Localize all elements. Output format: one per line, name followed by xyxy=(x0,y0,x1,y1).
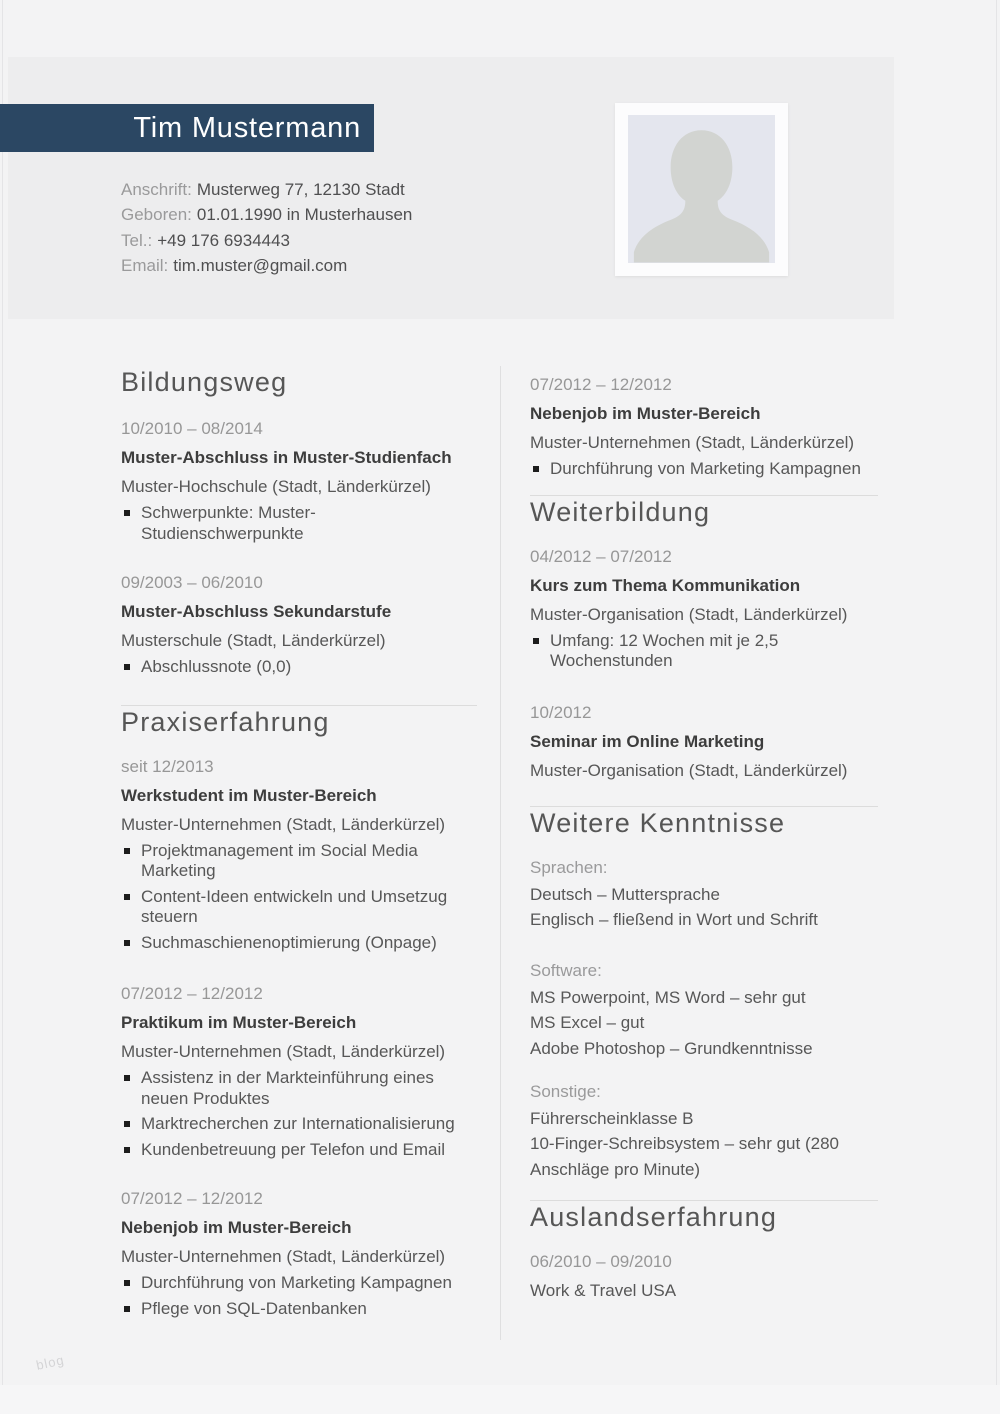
left-column xyxy=(121,366,477,1319)
bullet-list xyxy=(530,459,878,480)
skills-group-software xyxy=(530,960,878,1061)
bullet-item: Durchführung von Marketing Kampagnen xyxy=(530,459,878,480)
person-silhouette-icon xyxy=(628,115,775,263)
bullet-item: Pflege von SQL-Datenbanken xyxy=(121,1299,477,1320)
skills-line: Deutsch – Muttersprache xyxy=(530,884,720,904)
section-praxiserfahrung-continued xyxy=(530,374,878,480)
entry xyxy=(121,418,477,544)
skills-line: MS Excel – gut xyxy=(530,1013,645,1033)
contact-label: Tel.: xyxy=(121,230,153,250)
page-left-border xyxy=(2,0,3,1414)
bullet-list xyxy=(121,841,477,954)
bullet-item: Assistenz in der Markteinführung eines neuen Produktes xyxy=(121,1068,477,1109)
entry-org: Muster-Hochschule (Stadt, Länderkürzel) xyxy=(121,477,431,496)
section-heading: Praxiserfahrung xyxy=(121,706,330,737)
entry-title: Nebenjob im Muster-Bereich xyxy=(530,404,761,423)
bullet-list xyxy=(121,503,477,544)
skills-line: 10-Finger-Schreibsystem – sehr gut (280 Anschläge pro Minute) xyxy=(530,1134,839,1179)
entry-title: Nebenjob im Muster-Bereich xyxy=(121,1218,352,1237)
entry-date: 09/2003 – 06/2010 xyxy=(121,573,263,592)
entry-org: Musterschule (Stadt, Länderkürzel) xyxy=(121,631,386,650)
bullet-list xyxy=(121,1273,477,1319)
entry-title: Kurs zum Thema Kommunikation xyxy=(530,575,801,595)
bullet-item: Umfang: 12 Wochen mit je 2,5 Wochenstunden xyxy=(530,631,878,672)
contact-value: Musterweg 77, 12130 Stadt xyxy=(196,180,405,199)
contact-value: 01.01.1990 in Musterhausen xyxy=(196,205,413,225)
photo-frame xyxy=(615,103,788,276)
watermark-blog: blog xyxy=(34,1352,66,1373)
contact-label: Anschrift: xyxy=(121,180,192,199)
section-bildungsweg xyxy=(121,366,477,678)
section-heading: Auslandserfahrung xyxy=(530,1201,778,1232)
entry-date: 07/2012 – 12/2012 xyxy=(121,1189,263,1208)
skills-lines xyxy=(530,882,878,933)
skills-line: MS Powerpoint, MS Word – sehr gut xyxy=(530,988,806,1008)
entry-org: Muster-Unternehmen (Stadt, Länderkürzel) xyxy=(121,1247,446,1266)
contact-row-phone xyxy=(121,228,412,253)
entry xyxy=(530,374,878,480)
skills-group-sprachen xyxy=(530,857,878,933)
resume-name: Tim Mustermann xyxy=(133,112,361,144)
contact-row-address xyxy=(121,177,412,202)
section-weitere-kenntnisse xyxy=(530,807,878,1182)
bullet-list xyxy=(530,631,878,672)
section-weiterbildung xyxy=(530,496,878,782)
entry-org: Muster-Organisation (Stadt, Länderkürzel) xyxy=(530,604,848,624)
entry-date: seit 12/2013 xyxy=(121,756,214,776)
contact-label: Geboren: xyxy=(121,205,192,225)
bullet-item: Suchmaschienenoptimierung (Onpage) xyxy=(121,933,477,954)
skills-lines xyxy=(530,985,878,1061)
bullet-item: Content-Ideen entwickeln und Umsetzug steuern xyxy=(121,887,477,928)
entry-org: Muster-Unternehmen (Stadt, Länderkürzel) xyxy=(530,433,855,452)
section-praxiserfahrung xyxy=(121,706,477,1320)
contact-row-email xyxy=(121,253,412,278)
skills-line: Englisch – fließend in Wort und Schrift xyxy=(530,909,818,929)
contact-label: Email: xyxy=(121,256,169,276)
name-banner xyxy=(0,104,374,152)
entry xyxy=(121,1188,477,1319)
bullet-item: Schwerpunkte: Muster-Studienschwerpunkte xyxy=(121,503,477,544)
entry-org: Muster-Organisation (Stadt, Länderkürzel) xyxy=(530,760,848,780)
page-right-border xyxy=(996,0,997,1414)
contact-block xyxy=(121,177,412,279)
section-heading: Bildungsweg xyxy=(121,367,288,397)
entry-title: Muster-Abschluss Sekundarstufe xyxy=(121,602,392,621)
right-column xyxy=(530,374,878,1303)
entry-org: Muster-Unternehmen (Stadt, Länderkürzel) xyxy=(121,1042,446,1061)
photo-placeholder xyxy=(628,115,775,263)
entry-title: Muster-Abschluss in Muster-Studienfach xyxy=(121,448,452,467)
bullet-list xyxy=(121,657,477,678)
entry xyxy=(121,983,477,1160)
entry-title: Praktikum im Muster-Bereich xyxy=(121,1013,357,1032)
skills-group-label: Software: xyxy=(530,961,602,981)
entry xyxy=(121,756,477,954)
entry-date: 06/2010 – 09/2010 xyxy=(530,1251,672,1271)
entry xyxy=(121,572,477,678)
skills-group-label: Sprachen: xyxy=(530,857,608,877)
entry-date: 07/2012 – 12/2012 xyxy=(121,984,263,1003)
skills-group-label: Sonstige: xyxy=(530,1081,601,1101)
bullet-item: Durchführung von Marketing Kampagnen xyxy=(121,1273,477,1294)
contact-row-birth xyxy=(121,202,412,227)
entry-date: 10/2010 – 08/2014 xyxy=(121,419,263,438)
entry-org: Muster-Unternehmen (Stadt, Länderkürzel) xyxy=(121,814,446,834)
entry-text: Work & Travel USA xyxy=(530,1280,677,1300)
bullet-item: Marktrecherchen zur Internationalisierung xyxy=(121,1114,477,1135)
skills-line: Adobe Photoshop – Grundkenntnisse xyxy=(530,1038,813,1058)
bullet-list xyxy=(121,1068,477,1160)
entry xyxy=(530,1251,878,1303)
bullet-item: Kundenbetreuung per Telefon und Email xyxy=(121,1140,477,1161)
skills-lines xyxy=(530,1106,878,1182)
entry-date: 07/2012 – 12/2012 xyxy=(530,375,672,394)
skills-group-sonstige xyxy=(530,1081,878,1182)
contact-value: +49 176 6934443 xyxy=(157,230,291,250)
entry-date: 10/2012 xyxy=(530,702,592,722)
entry xyxy=(530,546,878,672)
entry-date: 04/2012 – 07/2012 xyxy=(530,546,672,566)
section-heading: Weitere Kenntnisse xyxy=(530,807,786,838)
contact-value: tim.muster@gmail.com xyxy=(173,256,348,276)
page-bottom-strip xyxy=(0,1385,1000,1414)
section-auslandserfahrung xyxy=(530,1201,878,1303)
entry xyxy=(530,702,878,782)
entry-title: Werkstudent im Muster-Bereich xyxy=(121,785,377,805)
entry-title: Seminar im Online Marketing xyxy=(530,731,765,751)
bullet-item: Abschlussnote (0,0) xyxy=(121,657,477,678)
column-divider xyxy=(500,366,501,1340)
bullet-item: Projektmanagement im Social Media Marketing xyxy=(121,841,477,882)
section-heading: Weiterbildung xyxy=(530,496,711,527)
skills-line: Führerscheinklasse B xyxy=(530,1108,694,1128)
